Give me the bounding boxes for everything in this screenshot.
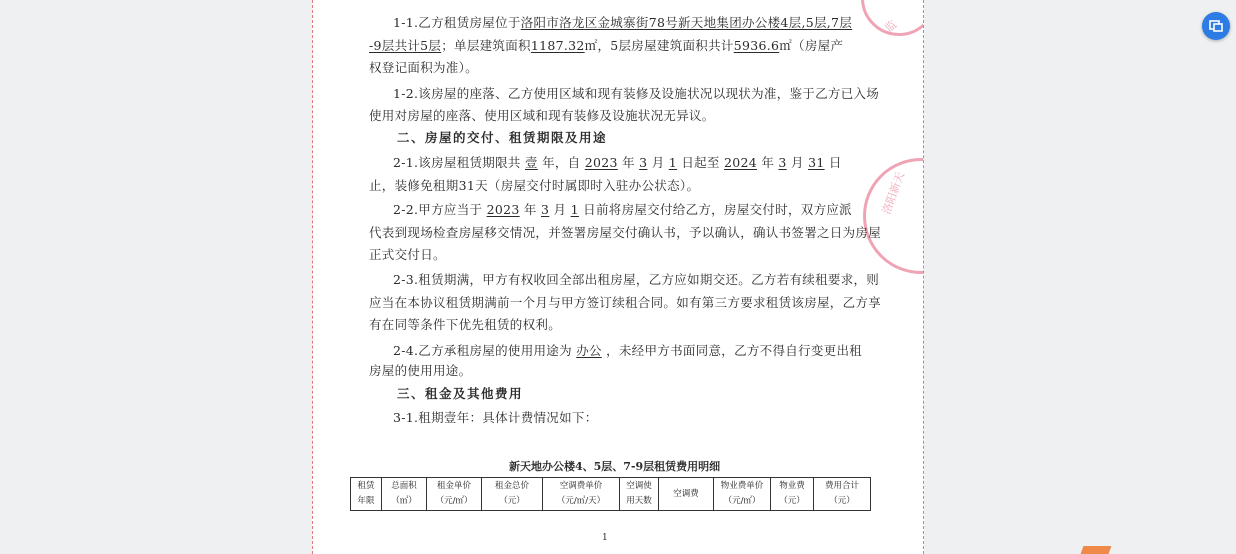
text: 2-4.乙方承租房屋的使用用途为: [393, 343, 572, 358]
table-header-cell: [714, 478, 771, 511]
header-line: （元）: [829, 496, 855, 506]
para-2-3-line-3: 有在同等条件下优先租赁的权利。: [369, 317, 562, 332]
end-day: 31: [808, 155, 825, 170]
para-2-2-line-2: 代表到现场检查房屋移交情况，并签署房屋交付确认书，予以确认，确认书签署之日为房屋: [369, 225, 882, 240]
para-1-1-line-2: [369, 36, 843, 54]
text: 月: [790, 155, 804, 170]
text: 日起至: [681, 155, 720, 170]
header-line: （元/㎡）: [723, 496, 761, 506]
header-line: 物业费: [779, 481, 805, 491]
page-number: 1: [602, 533, 609, 543]
table-header-cell: [659, 478, 714, 511]
para-2-3-line-1: 2-3.租赁期满，甲方有权收回全部出租房屋，乙方应如期交还。乙方若有续租要求，则: [393, 272, 880, 287]
delivery-year: 2023: [486, 202, 520, 217]
para-2-4-line-1: [393, 341, 862, 359]
text: 月: [651, 155, 665, 170]
para-1-1-line-1: [393, 13, 852, 31]
text: 2-1.该房屋租赁期限共: [393, 155, 521, 170]
usage-purpose: 办公: [576, 343, 602, 358]
para-2-2-line-1: [393, 200, 852, 218]
table-header-row: [351, 478, 871, 511]
text: 2-2.甲方应当于: [393, 202, 483, 217]
window-switch-button[interactable]: [1202, 12, 1230, 40]
text: 年: [761, 155, 775, 170]
premises-address: 洛阳市洛龙区金城寨街78号新天地集团办公楼4层,5层,7层: [520, 15, 853, 30]
total-area: 5936.6: [733, 38, 780, 53]
text: 1-1.乙方租赁房屋位于: [393, 15, 521, 30]
section-heading-3: 三、租金及其他费用: [397, 386, 524, 401]
table-header-cell: [771, 478, 814, 511]
table-header-cell: [814, 478, 871, 511]
start-day: 1: [668, 155, 678, 170]
header-line: 空调费: [673, 488, 699, 499]
text: 日前将房屋交付给乙方，房屋交付时，双方应派: [583, 202, 852, 217]
para-2-4-line-2: 房屋的使用用途。: [369, 363, 472, 378]
floors-count: -9层共计5层: [369, 38, 442, 53]
window-switch-icon: [1208, 18, 1224, 34]
start-month: 3: [639, 155, 648, 170]
header-line: （㎡）: [391, 496, 417, 506]
document-page: [312, 0, 924, 554]
start-year: 2023: [584, 155, 618, 170]
text: 年，自: [542, 155, 581, 170]
para-1-2-line-2: 使用对房屋的座落、使用区域和现有装修及设施状况无异议。: [369, 108, 715, 123]
lease-term: 壹: [524, 155, 538, 170]
header-line: 用天数: [626, 496, 652, 506]
header-line: 总面积: [391, 481, 417, 491]
header-line: 空调费单价: [559, 481, 603, 491]
para-1-2-line-1: 1-2.该房屋的座落、乙方使用区域和现有装修及设施状况以现状为准，鉴于乙方已入场: [393, 86, 880, 101]
para-1-1-line-3: 权登记面积为准）。: [369, 60, 478, 75]
text: 年: [523, 202, 537, 217]
header-line: 物业费单价: [720, 481, 764, 491]
text: 日: [828, 155, 842, 170]
para-2-1-line-2: 止，装修免租期31天（房屋交付时属即时入驻办公状态）。: [369, 178, 700, 193]
header-line: 年限: [357, 496, 375, 506]
table-header-cell: [427, 478, 482, 511]
text: 月: [553, 202, 567, 217]
para-2-2-line-3: 正式交付日。: [369, 247, 446, 262]
text: ㎡（房屋产: [779, 38, 844, 53]
table-header-cell: [351, 478, 382, 511]
header-line: 费用合计: [824, 481, 859, 491]
table-header-cell: [382, 478, 427, 511]
delivery-day: 1: [570, 202, 579, 217]
header-line: 租金单价: [436, 481, 471, 491]
seal-text-top: 监: [882, 17, 900, 35]
delivery-month: 3: [540, 202, 550, 217]
text: ㎡，5层房屋建筑面积共计: [584, 38, 734, 53]
seal-text-right: 洛阳新天: [879, 170, 908, 217]
text: 年: [622, 155, 635, 170]
section-heading-2: 二、房屋的交付、租赁期限及用途: [397, 130, 608, 145]
header-line: （元）: [499, 496, 525, 506]
para-2-1-line-1: [393, 153, 842, 171]
header-line: 租金总价: [494, 481, 529, 491]
fee-table-title: 新天地办公楼4、5层、7-9层租赁费用明细: [509, 460, 721, 473]
para-3-1: 3-1.租期壹年：具体计费情况如下：: [393, 410, 598, 425]
end-month: 3: [778, 155, 787, 170]
text: ；单层建筑面积: [441, 38, 531, 53]
header-line: 空调使: [626, 481, 652, 491]
table-header-cell: [543, 478, 620, 511]
text: ，未经甲方书面同意，乙方不得自行变更出租: [606, 343, 863, 358]
header-line: （元/㎡/天）: [556, 496, 606, 506]
table-header-cell: [482, 478, 543, 511]
para-2-3-line-2: 应当在本协议租赁期满前一个月与甲方签订续租合同。如有第三方要求租赁该房屋，乙方享: [369, 295, 882, 310]
fee-table: [350, 477, 871, 511]
header-line: （元）: [779, 496, 805, 506]
table-header-cell: [620, 478, 659, 511]
end-year: 2024: [724, 155, 758, 170]
corner-decoration: [1081, 546, 1112, 554]
header-line: （元/㎡）: [435, 496, 473, 506]
single-floor-area: 1187.32: [530, 38, 585, 53]
header-line: 租赁: [357, 481, 375, 491]
